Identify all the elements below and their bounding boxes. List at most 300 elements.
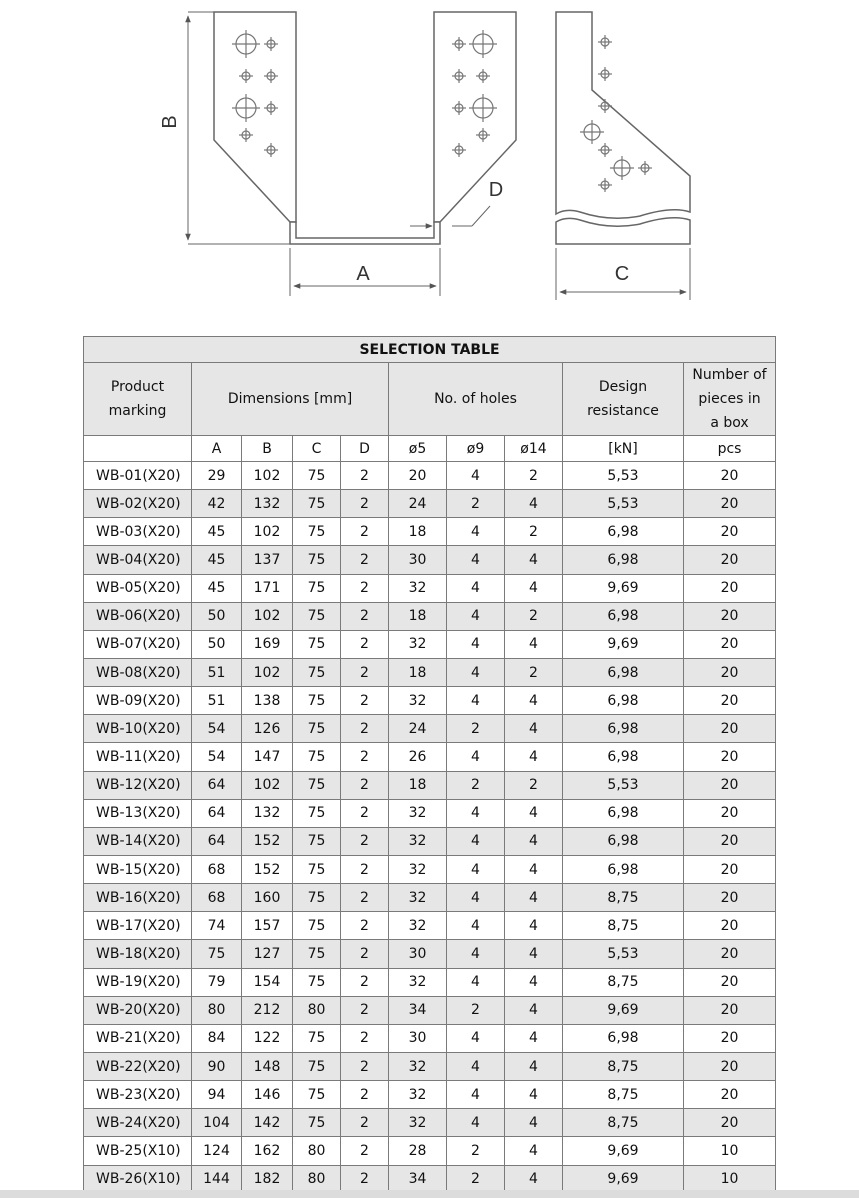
- subheader-cell: A: [192, 436, 242, 462]
- table-row: [84, 940, 776, 968]
- table-cell: 54: [192, 743, 242, 771]
- table-cell: 4: [505, 1052, 563, 1080]
- table-cell: 20: [684, 658, 776, 686]
- table-cell: 2: [447, 1137, 505, 1165]
- table-cell: 2: [341, 996, 389, 1024]
- table-cell: 94: [192, 1081, 242, 1109]
- table-cell: 20: [684, 462, 776, 490]
- subheader-row: [84, 436, 776, 462]
- table-cell: 80: [293, 996, 341, 1024]
- table-cell: 2: [341, 743, 389, 771]
- table-cell: 4: [447, 630, 505, 658]
- subheader-empty: [84, 436, 192, 462]
- table-cell: 20: [684, 827, 776, 855]
- table-cell: 147: [242, 743, 293, 771]
- product-marking-cell: WB-08(X20): [84, 658, 192, 686]
- header-dimensions: Dimensions [mm]: [192, 363, 389, 436]
- table-cell: 4: [505, 715, 563, 743]
- subheader-cell: ø14: [505, 436, 563, 462]
- table-cell: 2: [341, 658, 389, 686]
- table-cell: 2: [341, 490, 389, 518]
- label-b: B: [159, 115, 181, 129]
- table-cell: 2: [505, 518, 563, 546]
- table-cell: 30: [389, 1024, 447, 1052]
- table-cell: 2: [341, 1137, 389, 1165]
- table-cell: 2: [341, 574, 389, 602]
- table-row: [84, 687, 776, 715]
- table-cell: 75: [293, 462, 341, 490]
- table-cell: 80: [192, 996, 242, 1024]
- table-cell: 20: [684, 940, 776, 968]
- table-cell: 10: [684, 1165, 776, 1193]
- table-cell: 45: [192, 546, 242, 574]
- table-cell: 20: [684, 1024, 776, 1052]
- table-cell: 4: [447, 968, 505, 996]
- label-d: D: [488, 179, 504, 201]
- table-cell: 42: [192, 490, 242, 518]
- table-cell: 68: [192, 884, 242, 912]
- table-cell: 4: [505, 743, 563, 771]
- table-row: [84, 1052, 776, 1080]
- table-cell: 75: [293, 827, 341, 855]
- table-cell: 4: [447, 462, 505, 490]
- table-cell: 75: [293, 855, 341, 883]
- table-cell: 2: [341, 687, 389, 715]
- table-cell: 4: [447, 574, 505, 602]
- product-marking-cell: WB-04(X20): [84, 546, 192, 574]
- table-row: [84, 996, 776, 1024]
- table-cell: 4: [505, 1024, 563, 1052]
- table-cell: 32: [389, 630, 447, 658]
- table-cell: 20: [684, 1052, 776, 1080]
- table-cell: 24: [389, 490, 447, 518]
- table-cell: 20: [684, 602, 776, 630]
- table-cell: 30: [389, 940, 447, 968]
- table-cell: 20: [684, 996, 776, 1024]
- table-cell: 20: [684, 1081, 776, 1109]
- subheader-cell: ø5: [389, 436, 447, 462]
- header-product-marking: Product marking: [84, 363, 192, 436]
- table-cell: 6,98: [563, 518, 684, 546]
- table-cell: 2: [341, 518, 389, 546]
- header-pieces: Number of pieces in a box: [684, 363, 776, 436]
- table-row: [84, 462, 776, 490]
- table-cell: 2: [505, 658, 563, 686]
- table-cell: 68: [192, 855, 242, 883]
- table-cell: 2: [505, 602, 563, 630]
- table-cell: 4: [447, 884, 505, 912]
- table-cell: 84: [192, 1024, 242, 1052]
- table-cell: 4: [505, 996, 563, 1024]
- table-cell: 51: [192, 687, 242, 715]
- table-cell: 64: [192, 771, 242, 799]
- product-marking-cell: WB-16(X20): [84, 884, 192, 912]
- table-cell: 18: [389, 771, 447, 799]
- table-row: [84, 1137, 776, 1165]
- table-cell: 154: [242, 968, 293, 996]
- product-marking-cell: WB-19(X20): [84, 968, 192, 996]
- table-cell: 10: [684, 1137, 776, 1165]
- table-cell: 50: [192, 602, 242, 630]
- table-cell: 45: [192, 518, 242, 546]
- table-cell: 20: [684, 715, 776, 743]
- product-marking-cell: WB-22(X20): [84, 1052, 192, 1080]
- product-marking-cell: WB-25(X10): [84, 1137, 192, 1165]
- product-marking-cell: WB-02(X20): [84, 490, 192, 518]
- table-row: [84, 827, 776, 855]
- table-cell: 212: [242, 996, 293, 1024]
- table-cell: 75: [293, 912, 341, 940]
- table-cell: 4: [447, 743, 505, 771]
- table-cell: 2: [341, 968, 389, 996]
- table-body: [84, 462, 776, 1194]
- table-cell: 4: [505, 1081, 563, 1109]
- table-cell: 4: [505, 687, 563, 715]
- table-cell: 4: [505, 799, 563, 827]
- subheader-cell: ø9: [447, 436, 505, 462]
- table-cell: 5,53: [563, 940, 684, 968]
- table-cell: 32: [389, 968, 447, 996]
- product-marking-cell: WB-09(X20): [84, 687, 192, 715]
- table-cell: 32: [389, 1109, 447, 1137]
- table-cell: 34: [389, 1165, 447, 1193]
- table-cell: 2: [505, 462, 563, 490]
- table-row: [84, 799, 776, 827]
- table-row: [84, 490, 776, 518]
- table-cell: 4: [447, 602, 505, 630]
- product-marking-cell: WB-14(X20): [84, 827, 192, 855]
- table-cell: 4: [505, 968, 563, 996]
- table-cell: 4: [505, 884, 563, 912]
- table-cell: 4: [505, 490, 563, 518]
- table-cell: 51: [192, 658, 242, 686]
- table-cell: 102: [242, 658, 293, 686]
- table-cell: 75: [293, 574, 341, 602]
- table-cell: 9,69: [563, 1165, 684, 1193]
- table-cell: 2: [341, 602, 389, 630]
- table-cell: 90: [192, 1052, 242, 1080]
- label-c: C: [614, 263, 630, 285]
- table-cell: 32: [389, 1052, 447, 1080]
- table-cell: 75: [293, 771, 341, 799]
- table-cell: 32: [389, 855, 447, 883]
- table-row: [84, 574, 776, 602]
- table-row: [84, 884, 776, 912]
- table-cell: 75: [293, 658, 341, 686]
- table-row: [84, 1081, 776, 1109]
- table-cell: 182: [242, 1165, 293, 1193]
- table-cell: 4: [447, 855, 505, 883]
- table-cell: 5,53: [563, 771, 684, 799]
- table-cell: 45: [192, 574, 242, 602]
- table-cell: 4: [505, 574, 563, 602]
- table-cell: 137: [242, 546, 293, 574]
- table-cell: 4: [447, 912, 505, 940]
- table-row: [84, 1165, 776, 1193]
- front-view: [214, 12, 516, 244]
- product-marking-cell: WB-26(X10): [84, 1165, 192, 1193]
- table-cell: 8,75: [563, 912, 684, 940]
- table-cell: 18: [389, 602, 447, 630]
- product-marking-cell: WB-23(X20): [84, 1081, 192, 1109]
- table-cell: 75: [293, 799, 341, 827]
- table-cell: 162: [242, 1137, 293, 1165]
- table-cell: 2: [341, 912, 389, 940]
- table-cell: 102: [242, 602, 293, 630]
- table-cell: 157: [242, 912, 293, 940]
- product-marking-cell: WB-13(X20): [84, 799, 192, 827]
- table-cell: 32: [389, 827, 447, 855]
- table-cell: 2: [341, 1081, 389, 1109]
- table-cell: 6,98: [563, 743, 684, 771]
- table-row: [84, 546, 776, 574]
- table-cell: 20: [684, 855, 776, 883]
- table-row: [84, 630, 776, 658]
- table-cell: 148: [242, 1052, 293, 1080]
- table-cell: 4: [505, 912, 563, 940]
- product-marking-cell: WB-18(X20): [84, 940, 192, 968]
- table-cell: 2: [341, 855, 389, 883]
- table-cell: 2: [341, 546, 389, 574]
- table-cell: 124: [192, 1137, 242, 1165]
- table-cell: 18: [389, 518, 447, 546]
- product-marking-cell: WB-11(X20): [84, 743, 192, 771]
- table-row: [84, 1109, 776, 1137]
- table-cell: 138: [242, 687, 293, 715]
- table-cell: 5,53: [563, 462, 684, 490]
- product-marking-cell: WB-03(X20): [84, 518, 192, 546]
- table-row: [84, 602, 776, 630]
- table-cell: 4: [447, 687, 505, 715]
- table-cell: 6,98: [563, 827, 684, 855]
- table-cell: 4: [447, 1024, 505, 1052]
- table-cell: 75: [293, 490, 341, 518]
- table-cell: 4: [505, 1165, 563, 1193]
- table-cell: 75: [293, 602, 341, 630]
- header-design-resistance: Design resistance: [563, 363, 684, 436]
- product-marking-cell: WB-24(X20): [84, 1109, 192, 1137]
- selection-table-container: [83, 336, 775, 1194]
- table-cell: 4: [447, 546, 505, 574]
- table-cell: 146: [242, 1081, 293, 1109]
- table-cell: 75: [293, 546, 341, 574]
- subheader-cell: pcs: [684, 436, 776, 462]
- table-cell: 8,75: [563, 1081, 684, 1109]
- product-marking-cell: WB-10(X20): [84, 715, 192, 743]
- table-cell: 2: [341, 715, 389, 743]
- table-cell: 152: [242, 855, 293, 883]
- table-title: SELECTION TABLE: [84, 337, 776, 363]
- table-cell: 4: [505, 1109, 563, 1137]
- product-marking-cell: WB-01(X20): [84, 462, 192, 490]
- table-row: [84, 715, 776, 743]
- table-cell: 4: [447, 518, 505, 546]
- table-cell: 2: [341, 1052, 389, 1080]
- table-cell: 80: [293, 1137, 341, 1165]
- table-cell: 75: [293, 715, 341, 743]
- table-cell: 8,75: [563, 1109, 684, 1137]
- table-cell: 50: [192, 630, 242, 658]
- table-cell: 9,69: [563, 1137, 684, 1165]
- table-cell: 102: [242, 462, 293, 490]
- table-cell: 160: [242, 884, 293, 912]
- product-marking-cell: WB-12(X20): [84, 771, 192, 799]
- table-cell: 75: [293, 884, 341, 912]
- table-cell: 75: [293, 1052, 341, 1080]
- subheader-cell: [kN]: [563, 436, 684, 462]
- table-cell: 32: [389, 574, 447, 602]
- table-cell: 4: [505, 630, 563, 658]
- table-cell: 4: [505, 1137, 563, 1165]
- table-cell: 2: [341, 884, 389, 912]
- table-row: [84, 912, 776, 940]
- label-a: A: [356, 263, 370, 285]
- table-cell: 20: [684, 884, 776, 912]
- table-cell: 2: [341, 799, 389, 827]
- product-marking-cell: WB-21(X20): [84, 1024, 192, 1052]
- table-cell: 6,98: [563, 1024, 684, 1052]
- table-cell: 2: [341, 630, 389, 658]
- table-cell: 4: [505, 855, 563, 883]
- table-cell: 2: [341, 1165, 389, 1193]
- table-cell: 30: [389, 546, 447, 574]
- table-cell: 4: [447, 1109, 505, 1137]
- table-cell: 75: [293, 1081, 341, 1109]
- table-cell: 18: [389, 658, 447, 686]
- subheader-cell: C: [293, 436, 341, 462]
- table-cell: 54: [192, 715, 242, 743]
- table-cell: 2: [341, 771, 389, 799]
- header-holes: No. of holes: [389, 363, 563, 436]
- table-cell: 152: [242, 827, 293, 855]
- table-row: [84, 658, 776, 686]
- table-cell: 20: [684, 518, 776, 546]
- table-cell: 4: [447, 658, 505, 686]
- table-cell: 6,98: [563, 602, 684, 630]
- table-cell: 20: [684, 546, 776, 574]
- table-cell: 64: [192, 827, 242, 855]
- table-cell: 9,69: [563, 630, 684, 658]
- table-cell: 2: [447, 1165, 505, 1193]
- table-row: [84, 855, 776, 883]
- table-row: [84, 518, 776, 546]
- table-cell: 2: [505, 771, 563, 799]
- table-cell: 169: [242, 630, 293, 658]
- table-cell: 75: [293, 968, 341, 996]
- table-cell: 75: [293, 687, 341, 715]
- subheader-cell: D: [341, 436, 389, 462]
- product-marking-cell: WB-20(X20): [84, 996, 192, 1024]
- table-cell: 64: [192, 799, 242, 827]
- table-cell: 132: [242, 799, 293, 827]
- table-cell: 104: [192, 1109, 242, 1137]
- table-cell: 2: [341, 940, 389, 968]
- table-cell: 32: [389, 1081, 447, 1109]
- table-row: [84, 743, 776, 771]
- table-cell: 34: [389, 996, 447, 1024]
- table-cell: 6,98: [563, 799, 684, 827]
- product-marking-cell: WB-07(X20): [84, 630, 192, 658]
- table-cell: 79: [192, 968, 242, 996]
- table-cell: 75: [293, 940, 341, 968]
- table-cell: 20: [684, 968, 776, 996]
- table-cell: 80: [293, 1165, 341, 1193]
- table-cell: 9,69: [563, 996, 684, 1024]
- selection-table: [83, 336, 776, 1194]
- table-cell: 2: [447, 715, 505, 743]
- table-cell: 4: [505, 940, 563, 968]
- table-cell: 8,75: [563, 884, 684, 912]
- table-cell: 29: [192, 462, 242, 490]
- table-cell: 20: [684, 490, 776, 518]
- table-cell: 102: [242, 518, 293, 546]
- table-cell: 6,98: [563, 715, 684, 743]
- table-cell: 32: [389, 799, 447, 827]
- table-cell: 2: [341, 1109, 389, 1137]
- table-cell: 122: [242, 1024, 293, 1052]
- page-bottom-edge: [0, 1190, 859, 1198]
- table-cell: 20: [684, 687, 776, 715]
- product-marking-cell: WB-17(X20): [84, 912, 192, 940]
- table-cell: 8,75: [563, 968, 684, 996]
- hanger-drawing: [0, 0, 859, 330]
- product-marking-cell: WB-15(X20): [84, 855, 192, 883]
- table-cell: 20: [684, 574, 776, 602]
- table-cell: 2: [341, 462, 389, 490]
- table-cell: 4: [447, 827, 505, 855]
- table-row: [84, 1024, 776, 1052]
- table-cell: 20: [684, 1109, 776, 1137]
- product-marking-cell: WB-05(X20): [84, 574, 192, 602]
- table-cell: 20: [684, 743, 776, 771]
- table-cell: 75: [293, 630, 341, 658]
- table-cell: 75: [293, 518, 341, 546]
- product-marking-cell: WB-06(X20): [84, 602, 192, 630]
- table-cell: 4: [447, 799, 505, 827]
- table-cell: 2: [447, 490, 505, 518]
- table-cell: 127: [242, 940, 293, 968]
- table-cell: 6,98: [563, 546, 684, 574]
- table-cell: 32: [389, 884, 447, 912]
- table-cell: 20: [389, 462, 447, 490]
- table-cell: 126: [242, 715, 293, 743]
- table-cell: 32: [389, 912, 447, 940]
- table-cell: 4: [505, 827, 563, 855]
- table-cell: 75: [293, 743, 341, 771]
- table-cell: 4: [505, 546, 563, 574]
- table-cell: 24: [389, 715, 447, 743]
- side-view: [556, 12, 690, 244]
- table-cell: 75: [192, 940, 242, 968]
- table-cell: 20: [684, 771, 776, 799]
- table-cell: 2: [447, 771, 505, 799]
- subheader-cell: B: [242, 436, 293, 462]
- table-cell: 26: [389, 743, 447, 771]
- table-cell: 2: [341, 827, 389, 855]
- table-cell: 5,53: [563, 490, 684, 518]
- table-cell: 20: [684, 799, 776, 827]
- table-cell: 8,75: [563, 1052, 684, 1080]
- table-cell: 32: [389, 687, 447, 715]
- table-cell: 9,69: [563, 574, 684, 602]
- table-cell: 20: [684, 912, 776, 940]
- table-cell: 4: [447, 1081, 505, 1109]
- table-cell: 2: [341, 1024, 389, 1052]
- table-cell: 75: [293, 1109, 341, 1137]
- table-cell: 171: [242, 574, 293, 602]
- table-cell: 132: [242, 490, 293, 518]
- table-cell: 102: [242, 771, 293, 799]
